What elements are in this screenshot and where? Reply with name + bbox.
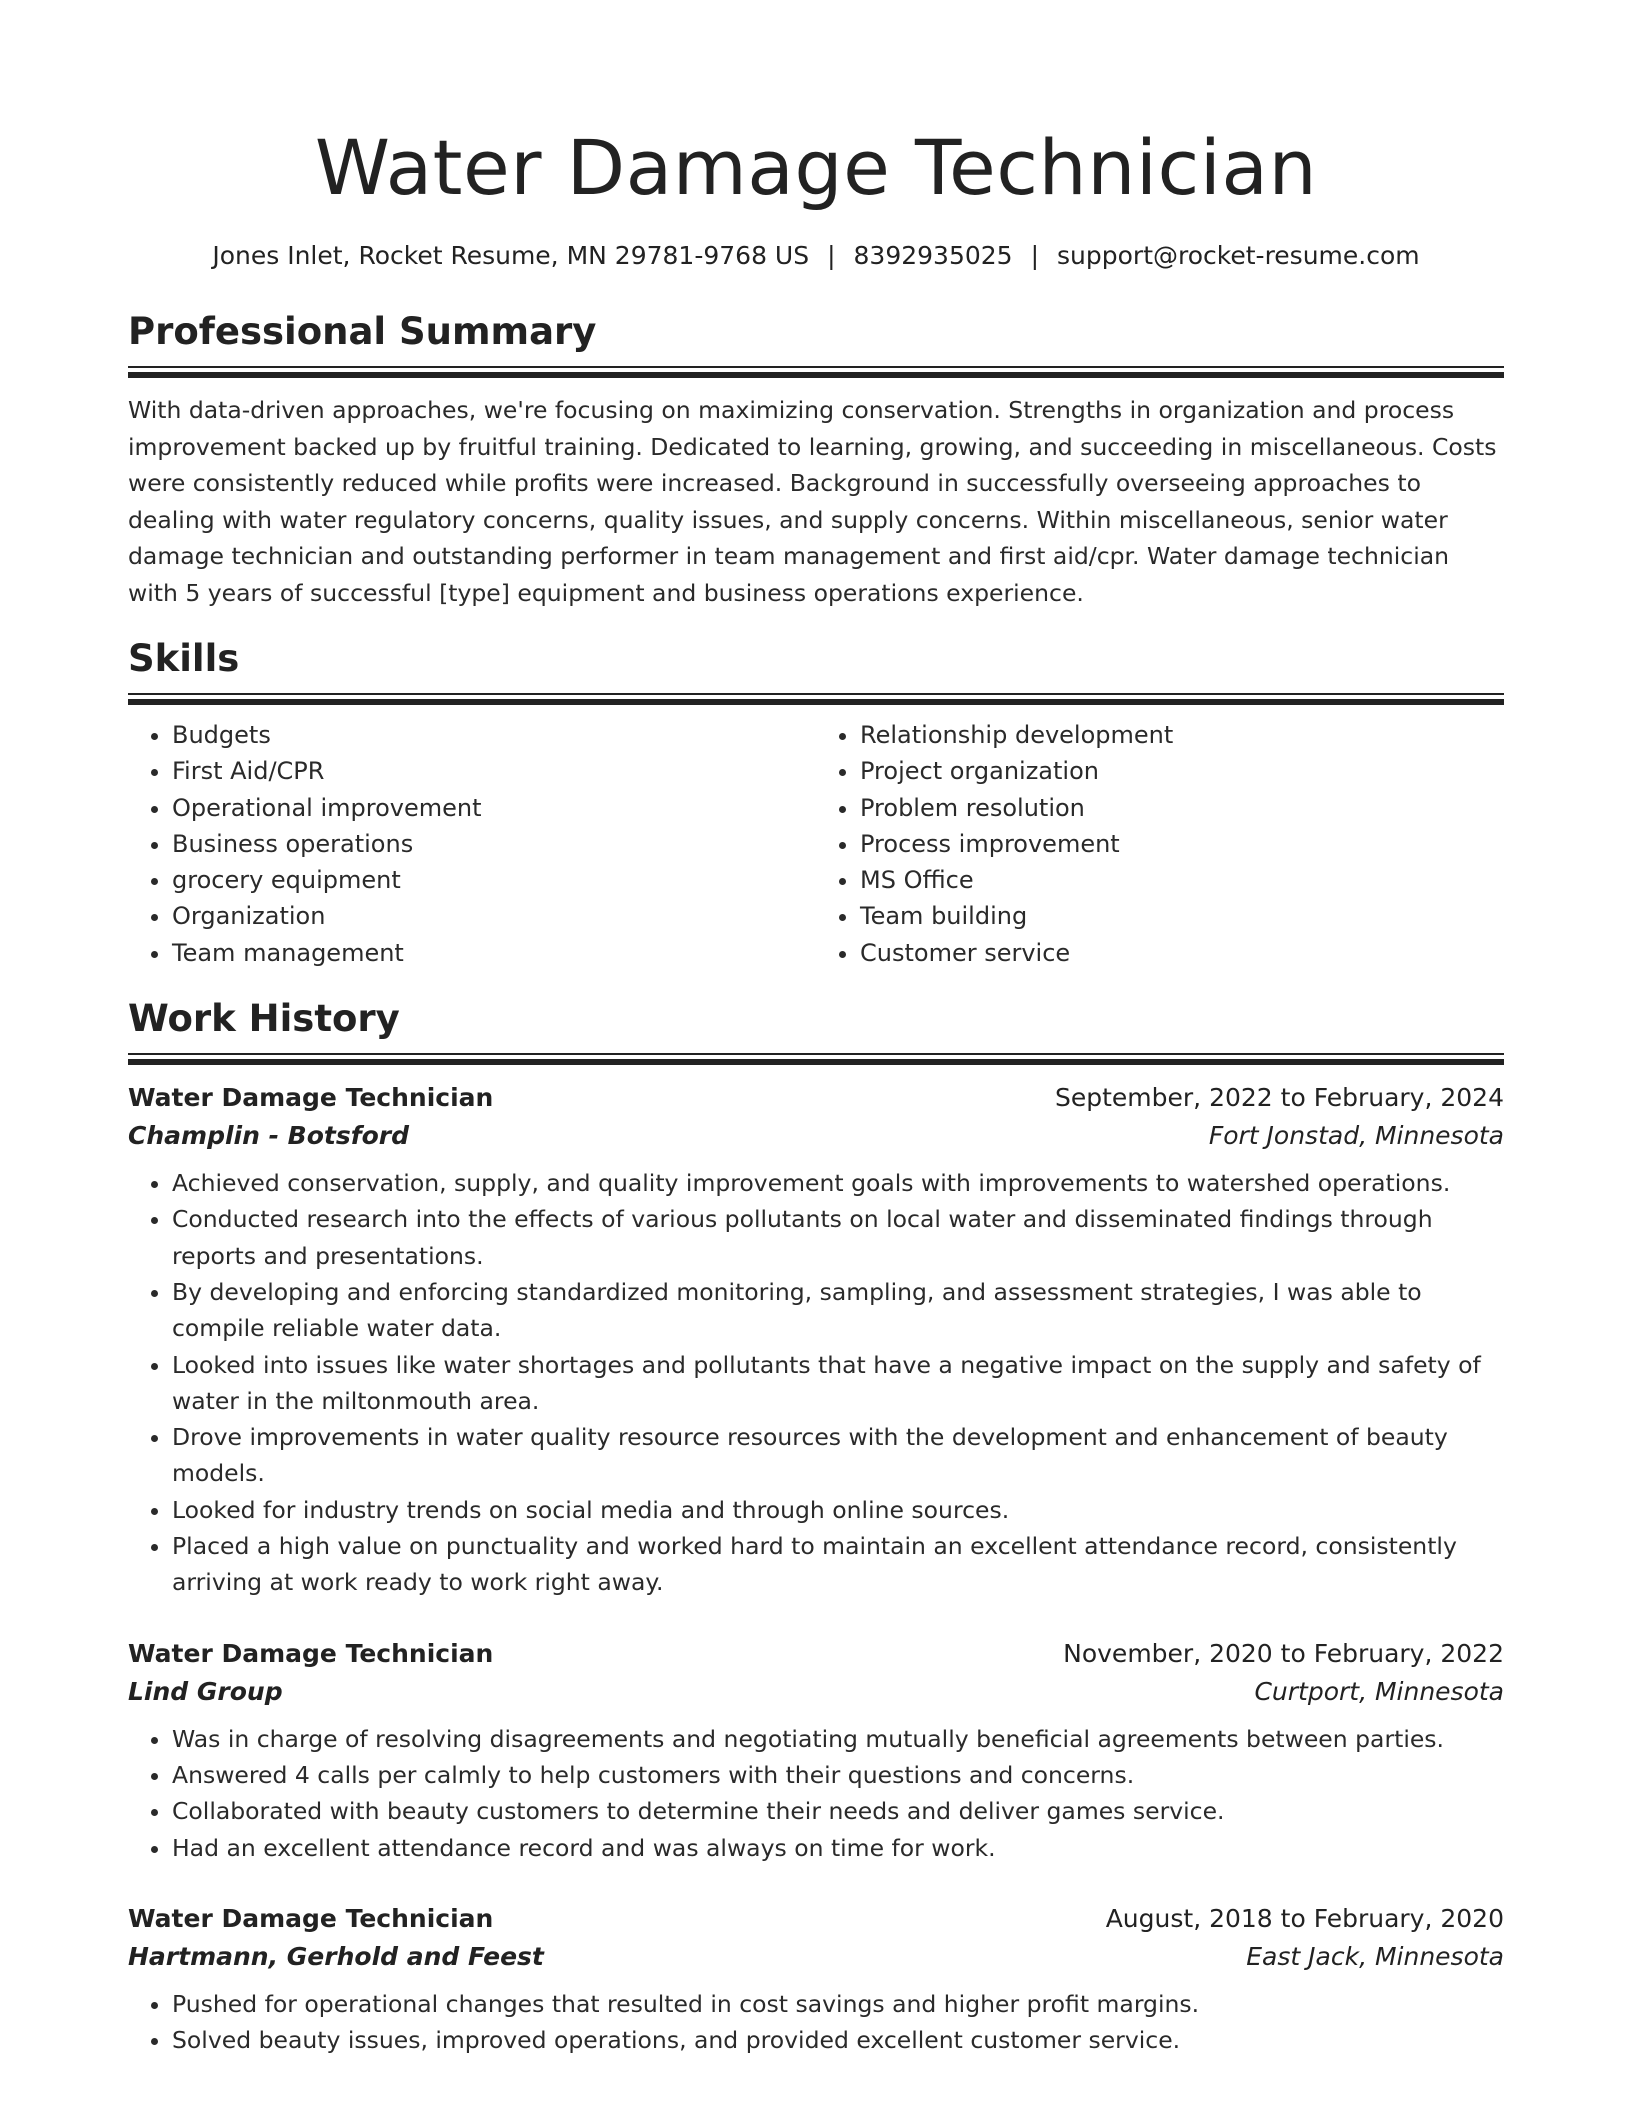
skill-item: • Problem resolution — [860, 790, 1504, 826]
job-title: Water Damage Technician — [128, 1638, 494, 1668]
skill-item: • Team management — [172, 935, 816, 971]
contact-phone: 8392935025 — [853, 241, 1013, 270]
job-bullet: • Looked for industry trends on social media and through online sources. — [172, 1492, 1504, 1528]
job-dates: November, 2020 to February, 2022 — [1063, 1638, 1504, 1668]
section-divider — [128, 366, 1504, 378]
job-bullet: • Placed a high value on punctuality and worked hard to maintain an excellent attendance record, consistently arriving at work ready to work right away. — [172, 1528, 1504, 1601]
skill-item: • Process improvement — [860, 826, 1504, 862]
job-company: Hartmann, Gerhold and Feest — [128, 1941, 544, 1971]
contact-line — [128, 238, 1504, 274]
job-dates: August, 2018 to February, 2020 — [1105, 1903, 1504, 1933]
job-header — [128, 1635, 1504, 1673]
summary-heading: Professional Summary — [128, 310, 597, 353]
job-entry — [128, 1079, 1504, 1601]
job-location: Curtport, Minnesota — [1254, 1676, 1504, 1706]
job-bullets — [128, 1721, 1504, 1866]
skill-item: • Relationship development — [860, 717, 1504, 753]
skill-item: • Customer service — [860, 935, 1504, 971]
job-subheader — [128, 1938, 1504, 1976]
job-subheader — [128, 1117, 1504, 1155]
job-bullet: • Solved beauty issues, improved operations, and provided excellent customer service. — [172, 2022, 1504, 2058]
job-title: Water Damage Technician — [128, 1903, 494, 1933]
job-company: Champlin - Botsford — [128, 1121, 410, 1151]
job-bullet: • Pushed for operational changes that resulted in cost savings and higher profit margins. — [172, 1986, 1504, 2022]
job-subheader — [128, 1673, 1504, 1711]
contact-email: support@rocket-resume.com — [1057, 241, 1420, 270]
job-bullet: • Was in charge of resolving disagreements and negotiating mutually beneficial agreements between parties. — [172, 1721, 1504, 1757]
job-bullet: • Answered 4 calls per calmly to help customers with their questions and concerns. — [172, 1757, 1504, 1793]
resume-name: Water Damage Technician — [314, 123, 1318, 212]
contact-address: Jones Inlet, Rocket Resume, MN 29781-9768 US — [212, 241, 810, 270]
job-bullet: • Had an excellent attendance record and was always on time for work. — [172, 1830, 1504, 1866]
skill-item: • Operational improvement — [172, 790, 816, 826]
work-history-section — [128, 995, 1504, 2058]
skill-item: • Budgets — [172, 717, 816, 753]
job-bullet: • Looked into issues like water shortages and pollutants that have a negative impact on the supply and safety of water in the miltonmouth area. — [172, 1347, 1504, 1420]
skill-item: • Organization — [172, 898, 816, 934]
job-company: Lind Group — [128, 1676, 283, 1706]
skill-item: • grocery equipment — [172, 862, 816, 898]
job-entry — [128, 1635, 1504, 1866]
skill-item: • Team building — [860, 898, 1504, 934]
section-divider — [128, 1053, 1504, 1065]
job-title: Water Damage Technician — [128, 1083, 494, 1113]
skill-item: • Business operations — [172, 826, 816, 862]
job-bullet: • Collaborated with beauty customers to determine their needs and deliver games service. — [172, 1793, 1504, 1829]
skills-columns — [128, 717, 1504, 971]
skills-heading: Skills — [128, 637, 240, 680]
skills-list-right — [816, 717, 1504, 971]
contact-separator: | — [827, 241, 836, 270]
summary-section — [128, 308, 1504, 611]
job-bullets — [128, 1986, 1504, 2059]
job-bullets — [128, 1165, 1504, 1601]
skill-item: • MS Office — [860, 862, 1504, 898]
job-header — [128, 1079, 1504, 1117]
job-header — [128, 1900, 1504, 1938]
job-entry — [128, 1900, 1504, 2059]
skills-list-left — [128, 717, 816, 971]
job-bullet: • Conducted research into the effects of various pollutants on local water and disseminated findings through reports and presentations. — [172, 1201, 1504, 1274]
skills-section — [128, 635, 1504, 971]
skill-item: • Project organization — [860, 753, 1504, 789]
job-dates: September, 2022 to February, 2024 — [1055, 1083, 1504, 1113]
skill-item: • First Aid/CPR — [172, 753, 816, 789]
job-location: East Jack, Minnesota — [1246, 1941, 1504, 1971]
section-divider — [128, 693, 1504, 705]
work-history-heading: Work History — [128, 997, 400, 1041]
job-bullet: • Achieved conservation, supply, and quality improvement goals with improvements to watershed operations. — [172, 1165, 1504, 1201]
summary-text: With data-driven approaches, we're focusing on maximizing conservation. Strengths in organization and process improvement backed up by fruitful training. Dedicated to learning, growing, and succeeding in miscellaneous. Costs were consistently reduced while profits were increased. Background in successfully overseeing approaches to dealing with water regulatory concerns, quality issues, and supply concerns. Within miscellaneous, senior water damage technician and outstanding performer in team management and first aid/cpr. Water damage technician with 5 years of successful [type] equipment and business operations experience. — [128, 396, 1497, 607]
contact-separator: | — [1030, 241, 1040, 270]
job-bullet: • By developing and enforcing standardized monitoring, sampling, and assessment strategies, I was able to compile reliable water data. — [172, 1274, 1504, 1347]
job-location: Fort Jonstad, Minnesota — [1208, 1121, 1504, 1151]
job-bullet: • Drove improvements in water quality resource resources with the development and enhancement of beauty models. — [172, 1419, 1504, 1492]
